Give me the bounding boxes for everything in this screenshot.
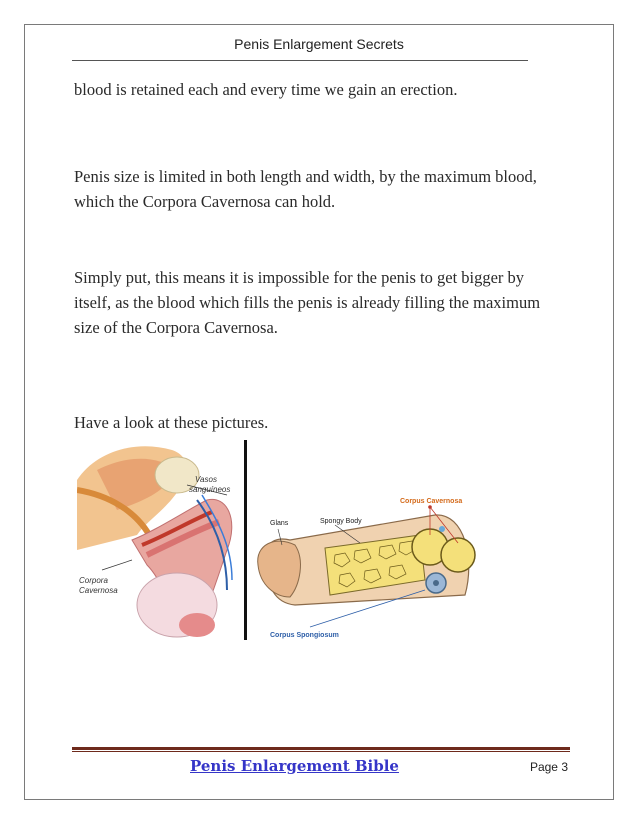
- paragraph-1: blood is retained each and every time we gain an erection.: [74, 80, 458, 99]
- footer-rule-thin: [72, 751, 570, 752]
- label-corpora-line2: Cavernosa: [79, 586, 118, 595]
- anatomy-cross-section-illustration: [250, 485, 482, 645]
- label-vasos-line1: Vasos: [195, 475, 217, 484]
- label-corpus-spongiosum: Corpus Spongiosum: [270, 632, 339, 639]
- header-rule: [72, 60, 528, 61]
- label-corpora-line1: Corpora: [79, 576, 108, 585]
- anatomy-side-illustration: [77, 440, 242, 640]
- footer-title: Penis Enlargement Bible: [190, 757, 399, 775]
- footer-rule-thick: [72, 747, 570, 750]
- figure-divider: [244, 440, 247, 640]
- label-corpus-cavernosa: Corpus Cavernosa: [400, 498, 463, 505]
- page-number: Page 3: [529, 760, 568, 774]
- page-header: Penis Enlargement Secrets: [234, 36, 404, 52]
- paragraph-2: Penis size is limited in both length and width, by the maximum blood, which the Corpora Cavernosa can hold.: [74, 167, 537, 211]
- paragraph-4: Have a look at these pictures.: [74, 413, 269, 432]
- label-glans: Glans: [270, 520, 289, 527]
- paragraph-3: Simply put, this means it is impossible for the penis to get bigger by itself, as the blood which fills the penis is already filling the maximum size of the Corpora Cavernosa.: [74, 268, 541, 337]
- label-vasos-line2: sanguíneos: [189, 485, 231, 494]
- label-spongy-body: Spongy Body: [320, 518, 362, 525]
